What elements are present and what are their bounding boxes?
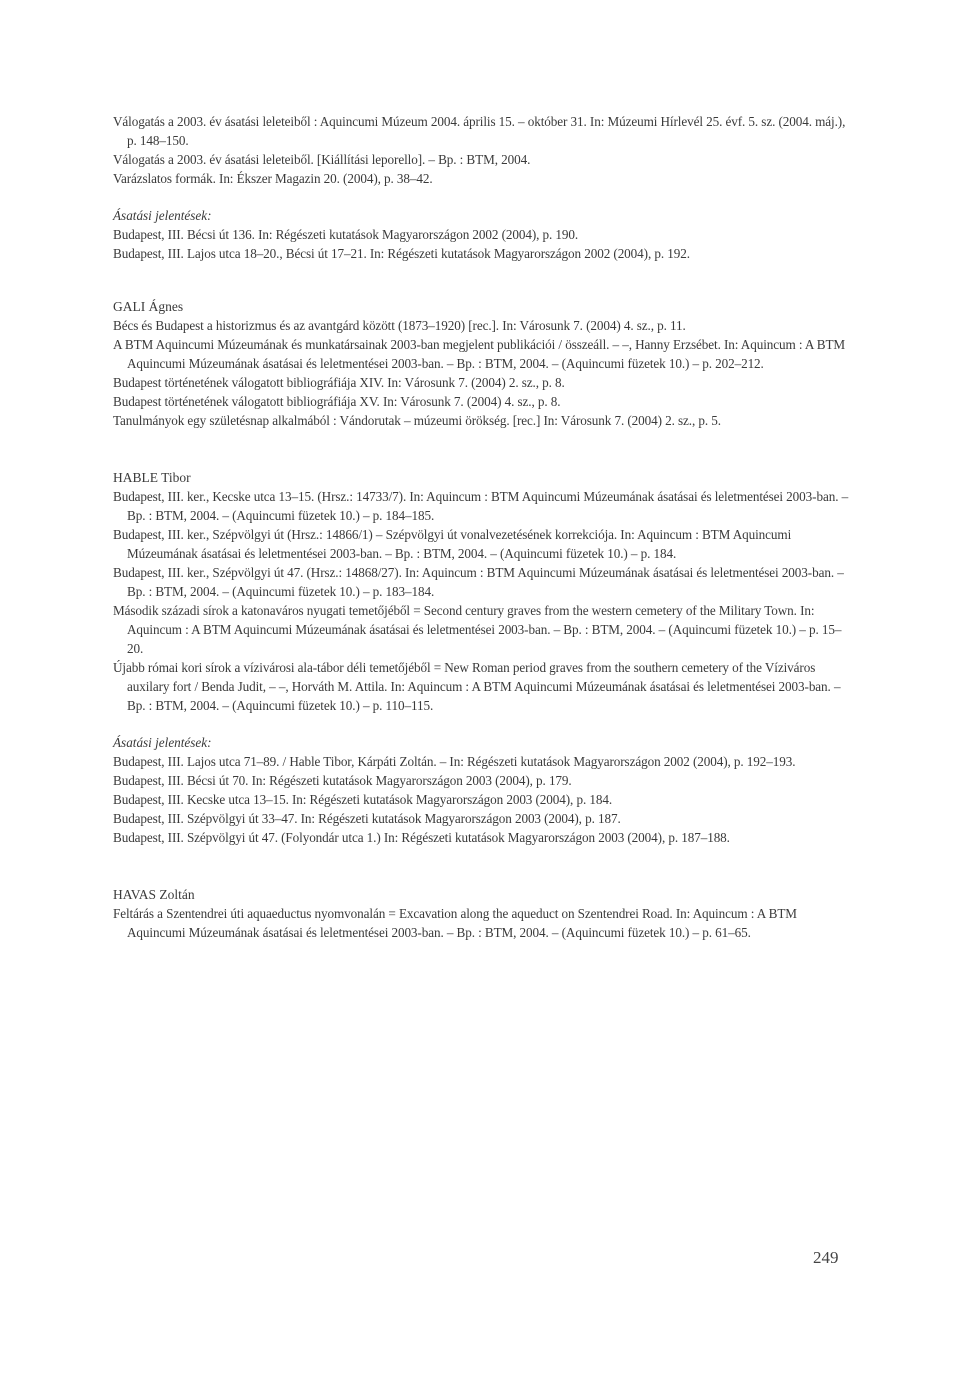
gali-entries — [113, 316, 853, 430]
bib-entry: Bécs és Budapest a historizmus és az avantgárd között (1873–1920) [rec.]. In: Városunk 7. (2004) 4. sz., p. 11. — [113, 318, 686, 333]
hable-entries — [113, 487, 853, 715]
report-entry: Budapest, III. Lajos utca 71–89. / Hable Tibor, Kárpáti Zoltán. – In: Régészeti kutatások Magyarországon 2002 (2004), p. 192–193. — [113, 754, 796, 769]
top-reports — [113, 225, 853, 263]
report-entry: Budapest, III. Szépvölgyi út 33–47. In: Régészeti kutatások Magyarországon 2003 (2004), p. 187. — [113, 811, 621, 826]
bib-entry: Második századi sírok a katonaváros nyugati temetőjéből = Second century graves from the western cemetery of the Military Town. In: Aquincum : A BTM Aquincumi Múzeumának ásatásai és leletmentései 2003-ban. – Bp. : BTM, 2004. – (Aquincumi füzetek 10.) – p. 15–20. — [113, 603, 842, 656]
section-label-reports: Ásatási jelentések: — [113, 208, 212, 223]
bib-entry: Budapest, III. ker., Szépvölgyi út 47. (Hrsz.: 14868/27). In: Aquincum : BTM Aquincumi Múzeumának ásatásai és leletmentései 2003-ban. – Bp. : BTM, 2004. – (Aquincumi füzetek 10.) – p. 183–184. — [113, 565, 844, 599]
report-entry: Budapest, III. Bécsi út 70. In: Régészeti kutatások Magyarországon 2003 (2004), p. 179. — [113, 773, 572, 788]
bib-entry: Tanulmányok egy születésnap alkalmából : Vándorutak – múzeumi örökség. [rec.] In: Városunk 7. (2004) 2. sz., p. 5. — [113, 413, 721, 428]
author-heading-gali: GALI Ágnes — [113, 299, 184, 314]
report-entry: Budapest, III. Kecske utca 13–15. In: Régészeti kutatások Magyarországon 2003 (2004), p. 184. — [113, 792, 613, 807]
author-heading-hable: HABLE Tibor — [113, 470, 191, 485]
bib-entry: Válogatás a 2003. év ásatási leleteiből : Aquincumi Múzeum 2004. április 15. – október 31. In: Múzeumi Hírlevél 25. évf. 5. sz. (2004. máj.), p. 148–150. — [113, 114, 846, 148]
bib-entry: Feltárás a Szentendrei úti aquaeductus nyomvonalán = Excavation along the aqueduct on Szentendrei Road. In: Aquincum : A BTM Aquincumi Múzeumának ásatásai és leletmentései 2003-ban. – Bp. : BTM, 2004. – (Aquincumi füzetek 10.) – p. 61–65. — [113, 906, 797, 940]
author-heading-havas: HAVAS Zoltán — [113, 887, 195, 902]
bib-entry: Válogatás a 2003. év ásatási leleteiből. [Kiállítási leporello]. – Bp. : BTM, 2004. — [113, 152, 531, 167]
bib-entry: A BTM Aquincumi Múzeumának és munkatársainak 2003-ban megjelent publikációi / összeáll. – –, Hanny Erzsébet. In: Aquincum : A BTM Aquincumi Múzeumának ásatásai és leletmentései 2003-ban. – Bp. : BTM, 2004. – (Aquincumi füzetek 10.) – p. 202–212. — [113, 337, 846, 371]
bib-entry: Budapest, III. ker., Kecske utca 13–15. (Hrsz.: 14733/7). In: Aquincum : BTM Aquincumi Múzeumának ásatásai és leletmentései 2003-ban. – Bp. : BTM, 2004. – (Aquincumi füzetek 10.) – p. 184–185. — [113, 489, 849, 523]
report-entry: Budapest, III. Szépvölgyi út 47. (Folyondár utca 1.) In: Régészeti kutatások Magyarországon 2003 (2004), p. 187–188. — [113, 830, 730, 845]
bib-entry: Budapest, III. ker., Szépvölgyi út (Hrsz.: 14866/1) – Szépvölgyi út vonalvezetésének korrekciója. In: Aquincum : BTM Aquincumi Múzeumának ásatásai és leletmentései 2003-ban. – Bp. : BTM, 2004. – (Aquincumi füzetek 10.) – p. 184. — [113, 527, 792, 561]
bib-entry: Budapest történetének válogatott bibliográfiája XV. In: Városunk 7. (2004) 4. sz., p. 8. — [113, 394, 561, 409]
havas-entries — [113, 904, 853, 942]
report-entry: Budapest, III. Lajos utca 18–20., Bécsi út 17–21. In: Régészeti kutatások Magyarországon 2002 (2004), p. 192. — [113, 246, 690, 261]
page-number: 249 — [813, 1248, 839, 1267]
bib-entry: Újabb római kori sírok a vízivárosi ala-tábor déli temetőjéből = New Roman period graves from the southern cemetery of the Víziváros auxilary fort / Benda Judit, – –, Horváth M. Attila. In: Aquincum : A BTM Aquincumi Múzeumának ásatásai és leletmentései 2003-ban. – Bp. : BTM, 2004. – (Aquincumi füzetek 10.) – p. 110–115. — [113, 660, 841, 713]
report-entry: Budapest, III. Bécsi út 136. In: Régészeti kutatások Magyarországon 2002 (2004), p. 190. — [113, 227, 579, 242]
bib-entry: Budapest történetének válogatott bibliográfiája XIV. In: Városunk 7. (2004) 2. sz., p. 8. — [113, 375, 565, 390]
hable-reports — [113, 752, 853, 847]
section-label-reports: Ásatási jelentések: — [113, 735, 212, 750]
top-entries — [113, 112, 853, 188]
bib-entry: Varázslatos formák. In: Ékszer Magazin 20. (2004), p. 38–42. — [113, 171, 433, 186]
page-content — [113, 112, 853, 942]
